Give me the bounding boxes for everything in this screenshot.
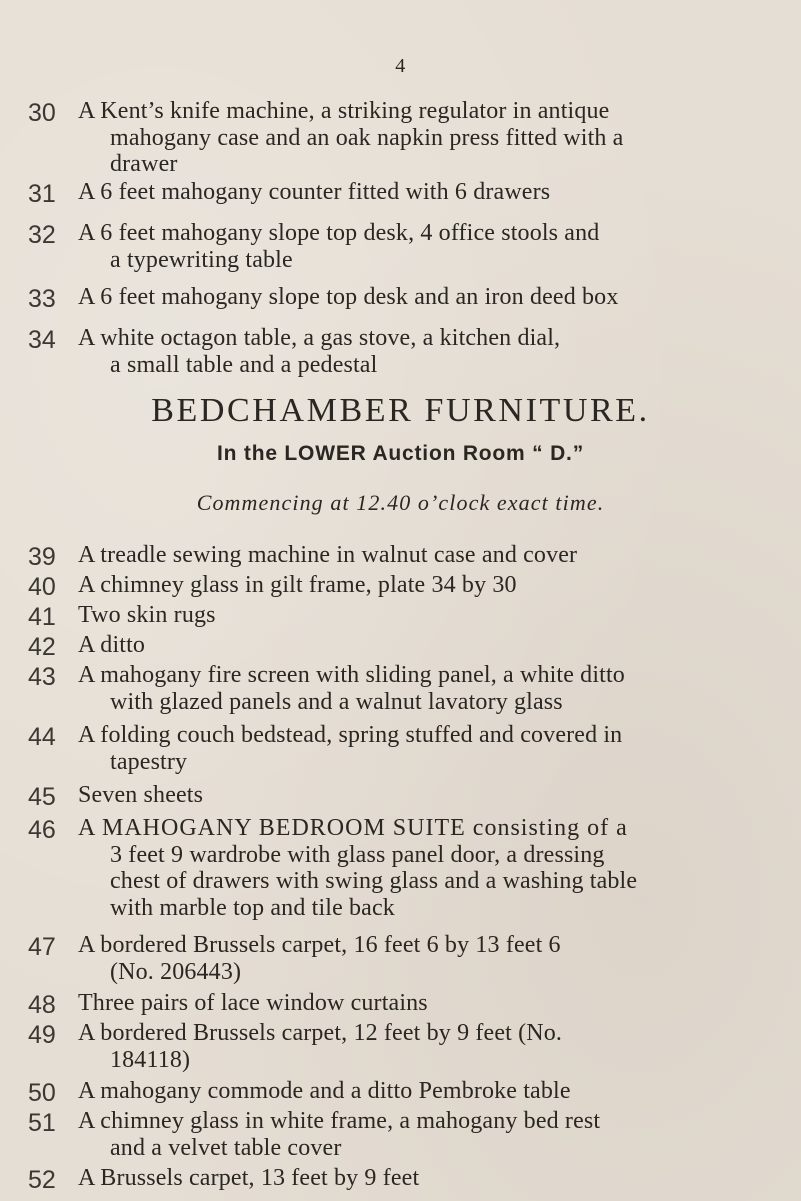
lot-number: 41 — [28, 603, 56, 631]
lot-description-line: Seven sheets — [78, 782, 204, 808]
lot-number: 43 — [28, 663, 56, 691]
lot-number: 52 — [28, 1166, 56, 1194]
lot-number: 39 — [28, 543, 56, 571]
lot-description — [78, 572, 718, 599]
lot-number: 47 — [28, 933, 56, 961]
auction-room-line: In the LOWER Auction Room “ D.” — [217, 442, 584, 465]
lot-description-line: A chimney glass in white frame, a mahogany bed rest — [78, 1108, 601, 1134]
lot-description-line: A MAHOGANY BEDROOM SUITE consisting of a — [78, 815, 628, 841]
lot-description-line: A Kent’s knife machine, a striking regulator in antique — [78, 98, 610, 124]
lot-number: 44 — [28, 723, 56, 751]
lot-description-line: with marble top and tile back — [110, 894, 395, 921]
lot-number: 30 — [28, 99, 56, 127]
lot-description-line: tapestry — [110, 748, 188, 775]
lot-description — [78, 1078, 718, 1105]
lot-description-line: A bordered Brussels carpet, 12 feet by 9 feet (No. — [78, 1020, 563, 1046]
lot-description-line: chest of drawers with swing glass and a washing table — [110, 868, 638, 894]
lot-description-line: A folding couch bedstead, spring stuffed and covered in — [78, 722, 623, 748]
lot-number: 49 — [28, 1021, 56, 1049]
lot-description-line: mahogany case and an oak napkin press fitted with a — [110, 124, 624, 151]
section-heading: BEDCHAMBER FURNITURE. — [151, 392, 650, 429]
lot-description — [78, 542, 718, 569]
lot-description-line: A 6 feet mahogany slope top desk and an iron deed box — [78, 284, 619, 310]
lot-description — [78, 179, 718, 206]
lot-description — [78, 722, 718, 775]
lot-description-line: drawer — [110, 151, 178, 177]
lot-description — [78, 815, 718, 921]
lot-number: 48 — [28, 991, 56, 1019]
lot-number: 50 — [28, 1079, 56, 1107]
lot-description-line: and a velvet table cover — [110, 1134, 342, 1161]
lot-number: 46 — [28, 816, 56, 844]
lot-description-line: Three pairs of lace window curtains — [78, 990, 428, 1016]
page-number: 4 — [395, 55, 406, 77]
lot-number: 51 — [28, 1109, 56, 1137]
lot-description — [78, 1165, 718, 1192]
lot-description-line: a typewriting table — [110, 246, 293, 273]
lot-number: 33 — [28, 285, 56, 313]
lot-number: 34 — [28, 326, 56, 354]
lot-description — [78, 325, 718, 378]
lot-description-line: A 6 feet mahogany slope top desk, 4 office stools and — [78, 220, 600, 246]
lot-description-line: A 6 feet mahogany counter fitted with 6 drawers — [78, 179, 551, 205]
lot-description-line: A bordered Brussels carpet, 16 feet 6 by 13 feet 6 — [78, 932, 561, 958]
lot-description-line: A mahogany commode and a ditto Pembroke table — [78, 1078, 571, 1104]
lot-number: 45 — [28, 783, 56, 811]
lot-description-line: Two skin rugs — [78, 602, 216, 628]
lot-description — [78, 1108, 718, 1161]
lot-description — [78, 602, 718, 629]
lot-description-line: A white octagon table, a gas stove, a kitchen dial, — [78, 325, 561, 351]
lot-description — [78, 662, 718, 715]
lot-number: 40 — [28, 573, 56, 601]
lot-number: 42 — [28, 633, 56, 661]
lot-description-line: A mahogany fire screen with sliding panel, a white ditto — [78, 662, 625, 688]
lot-description-line: A ditto — [78, 632, 146, 658]
lot-description — [78, 782, 718, 809]
lot-description-line: A Brussels carpet, 13 feet by 9 feet — [78, 1165, 420, 1191]
lot-description-line: (No. 206443) — [110, 958, 242, 985]
start-time-note: Commencing at 12.40 o’clock exact time. — [196, 490, 605, 515]
lot-description-line: 184118) — [110, 1046, 191, 1073]
lot-number: 32 — [28, 221, 56, 249]
lot-description — [78, 98, 718, 178]
lot-description — [78, 220, 718, 273]
lot-description-line: 3 feet 9 wardrobe with glass panel door, a dressing — [110, 841, 605, 868]
lot-description — [78, 632, 718, 659]
lot-description — [78, 990, 718, 1017]
lot-description — [78, 1020, 718, 1073]
lot-description-line: with glazed panels and a walnut lavatory glass — [110, 688, 563, 715]
lot-description-line: A chimney glass in gilt frame, plate 34 by 30 — [78, 572, 517, 598]
lot-description — [78, 284, 718, 311]
lot-description — [78, 932, 718, 985]
lot-description-line: a small table and a pedestal — [110, 351, 378, 378]
lot-number: 31 — [28, 180, 56, 208]
lot-description-line: A treadle sewing machine in walnut case and cover — [78, 542, 578, 568]
